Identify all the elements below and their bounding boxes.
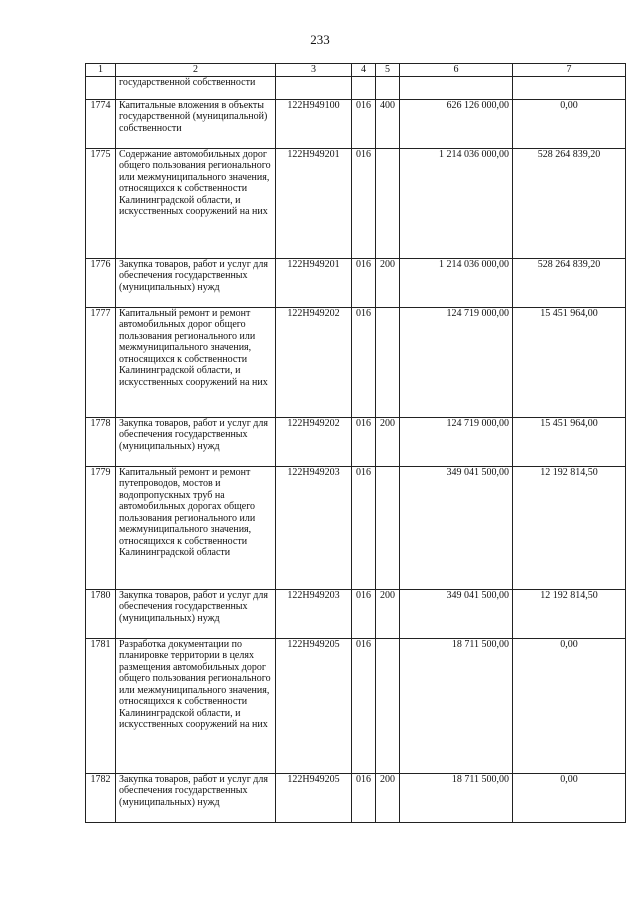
target-code-cell: 122H949202 — [276, 307, 352, 417]
ministry-code-cell: 016 — [352, 307, 376, 417]
table-row — [86, 148, 626, 258]
description-cell: Капитальные вложения в объекты государственной (муниципальной) собственности — [116, 99, 276, 148]
page-number: 233 — [310, 32, 330, 47]
row-number-cell: 1782 — [86, 773, 116, 822]
table-row — [86, 307, 626, 417]
expense-type-cell: 200 — [376, 258, 400, 307]
description-cell: Капитальный ремонт и ремонт путепроводов, мостов и водопропускных труб на автомобильных дорогах общего пользования регионального или межмуниципального значения, относящихся к собственности Калининградской области — [116, 466, 276, 589]
executed-amount-cell: 12 192 814,50 — [513, 466, 626, 589]
row-number-cell: 1775 — [86, 148, 116, 258]
description-cell: Закупка товаров, работ и услуг для обеспечения государственных (муниципальных) нужд — [116, 773, 276, 822]
expense-type-cell: 200 — [376, 417, 400, 466]
column-header: 5 — [376, 64, 400, 77]
description-cell: Разработка документации по планировке территории в целях размещения автомобильных дорог общего пользования регионального или межмуниципального значения, относящихся к собственности Калининградской области, и искусственных сооружений на них — [116, 638, 276, 773]
approved-amount-cell: 1 214 036 000,00 — [400, 148, 513, 258]
header-row — [86, 64, 626, 77]
target-code-cell: 122H949201 — [276, 258, 352, 307]
approved-amount-cell — [400, 76, 513, 99]
expense-type-cell — [376, 466, 400, 589]
column-header: 2 — [116, 64, 276, 77]
description-cell: Капитальный ремонт и ремонт автомобильных дорог общего пользования регионального или межмуниципального значения, относящихся к собственности Калининградской области, и искусственных сооружений на них — [116, 307, 276, 417]
column-header: 1 — [86, 64, 116, 77]
executed-amount-cell: 0,00 — [513, 638, 626, 773]
approved-amount-cell: 1 214 036 000,00 — [400, 258, 513, 307]
description-cell: Закупка товаров, работ и услуг для обеспечения государственных (муниципальных) нужд — [116, 417, 276, 466]
ministry-code-cell: 016 — [352, 417, 376, 466]
column-header: 7 — [513, 64, 626, 77]
row-number-cell: 1774 — [86, 99, 116, 148]
row-number-cell: 1776 — [86, 258, 116, 307]
column-header: 6 — [400, 64, 513, 77]
description-cell: Закупка товаров, работ и услуг для обеспечения государственных (муниципальных) нужд — [116, 258, 276, 307]
approved-amount-cell: 124 719 000,00 — [400, 307, 513, 417]
description-cell: государственной собственности — [116, 76, 276, 99]
row-number-cell: 1781 — [86, 638, 116, 773]
approved-amount-cell: 18 711 500,00 — [400, 773, 513, 822]
target-code-cell: 122H949201 — [276, 148, 352, 258]
approved-amount-cell: 349 041 500,00 — [400, 589, 513, 638]
target-code-cell: 122H949203 — [276, 466, 352, 589]
expense-type-cell — [376, 76, 400, 99]
expense-type-cell — [376, 307, 400, 417]
executed-amount-cell: 0,00 — [513, 773, 626, 822]
executed-amount-cell: 12 192 814,50 — [513, 589, 626, 638]
description-cell: Содержание автомобильных дорог общего пользования регионального или межмуниципального значения, относящихся к собственности Калининградской области, и искусственных сооружений на них — [116, 148, 276, 258]
executed-amount-cell: 15 451 964,00 — [513, 307, 626, 417]
column-header: 4 — [352, 64, 376, 77]
ministry-code-cell: 016 — [352, 99, 376, 148]
budget-table — [85, 63, 626, 823]
target-code-cell: 122H949205 — [276, 773, 352, 822]
ministry-code-cell: 016 — [352, 773, 376, 822]
table-row — [86, 773, 626, 822]
approved-amount-cell: 18 711 500,00 — [400, 638, 513, 773]
ministry-code-cell: 016 — [352, 258, 376, 307]
approved-amount-cell: 124 719 000,00 — [400, 417, 513, 466]
executed-amount-cell: 15 451 964,00 — [513, 417, 626, 466]
table-row — [86, 638, 626, 773]
approved-amount-cell: 626 126 000,00 — [400, 99, 513, 148]
target-code-cell — [276, 76, 352, 99]
table-row — [86, 76, 626, 99]
expense-type-cell — [376, 638, 400, 773]
expense-type-cell: 200 — [376, 589, 400, 638]
ministry-code-cell: 016 — [352, 148, 376, 258]
expense-type-cell: 400 — [376, 99, 400, 148]
column-header: 3 — [276, 64, 352, 77]
table-row — [86, 258, 626, 307]
row-number-cell: 1777 — [86, 307, 116, 417]
table-row — [86, 589, 626, 638]
row-number-cell: 1780 — [86, 589, 116, 638]
ministry-code-cell: 016 — [352, 638, 376, 773]
description-cell: Закупка товаров, работ и услуг для обеспечения государственных (муниципальных) нужд — [116, 589, 276, 638]
target-code-cell: 122H949100 — [276, 99, 352, 148]
expense-type-cell: 200 — [376, 773, 400, 822]
row-number-cell: 1779 — [86, 466, 116, 589]
ministry-code-cell — [352, 76, 376, 99]
ministry-code-cell: 016 — [352, 589, 376, 638]
ministry-code-cell: 016 — [352, 466, 376, 589]
table-row — [86, 417, 626, 466]
expense-type-cell — [376, 148, 400, 258]
row-number-cell — [86, 76, 116, 99]
table-row — [86, 99, 626, 148]
target-code-cell: 122H949205 — [276, 638, 352, 773]
executed-amount-cell — [513, 76, 626, 99]
executed-amount-cell: 0,00 — [513, 99, 626, 148]
table-row — [86, 466, 626, 589]
executed-amount-cell: 528 264 839,20 — [513, 148, 626, 258]
target-code-cell: 122H949202 — [276, 417, 352, 466]
executed-amount-cell: 528 264 839,20 — [513, 258, 626, 307]
approved-amount-cell: 349 041 500,00 — [400, 466, 513, 589]
row-number-cell: 1778 — [86, 417, 116, 466]
target-code-cell: 122H949203 — [276, 589, 352, 638]
